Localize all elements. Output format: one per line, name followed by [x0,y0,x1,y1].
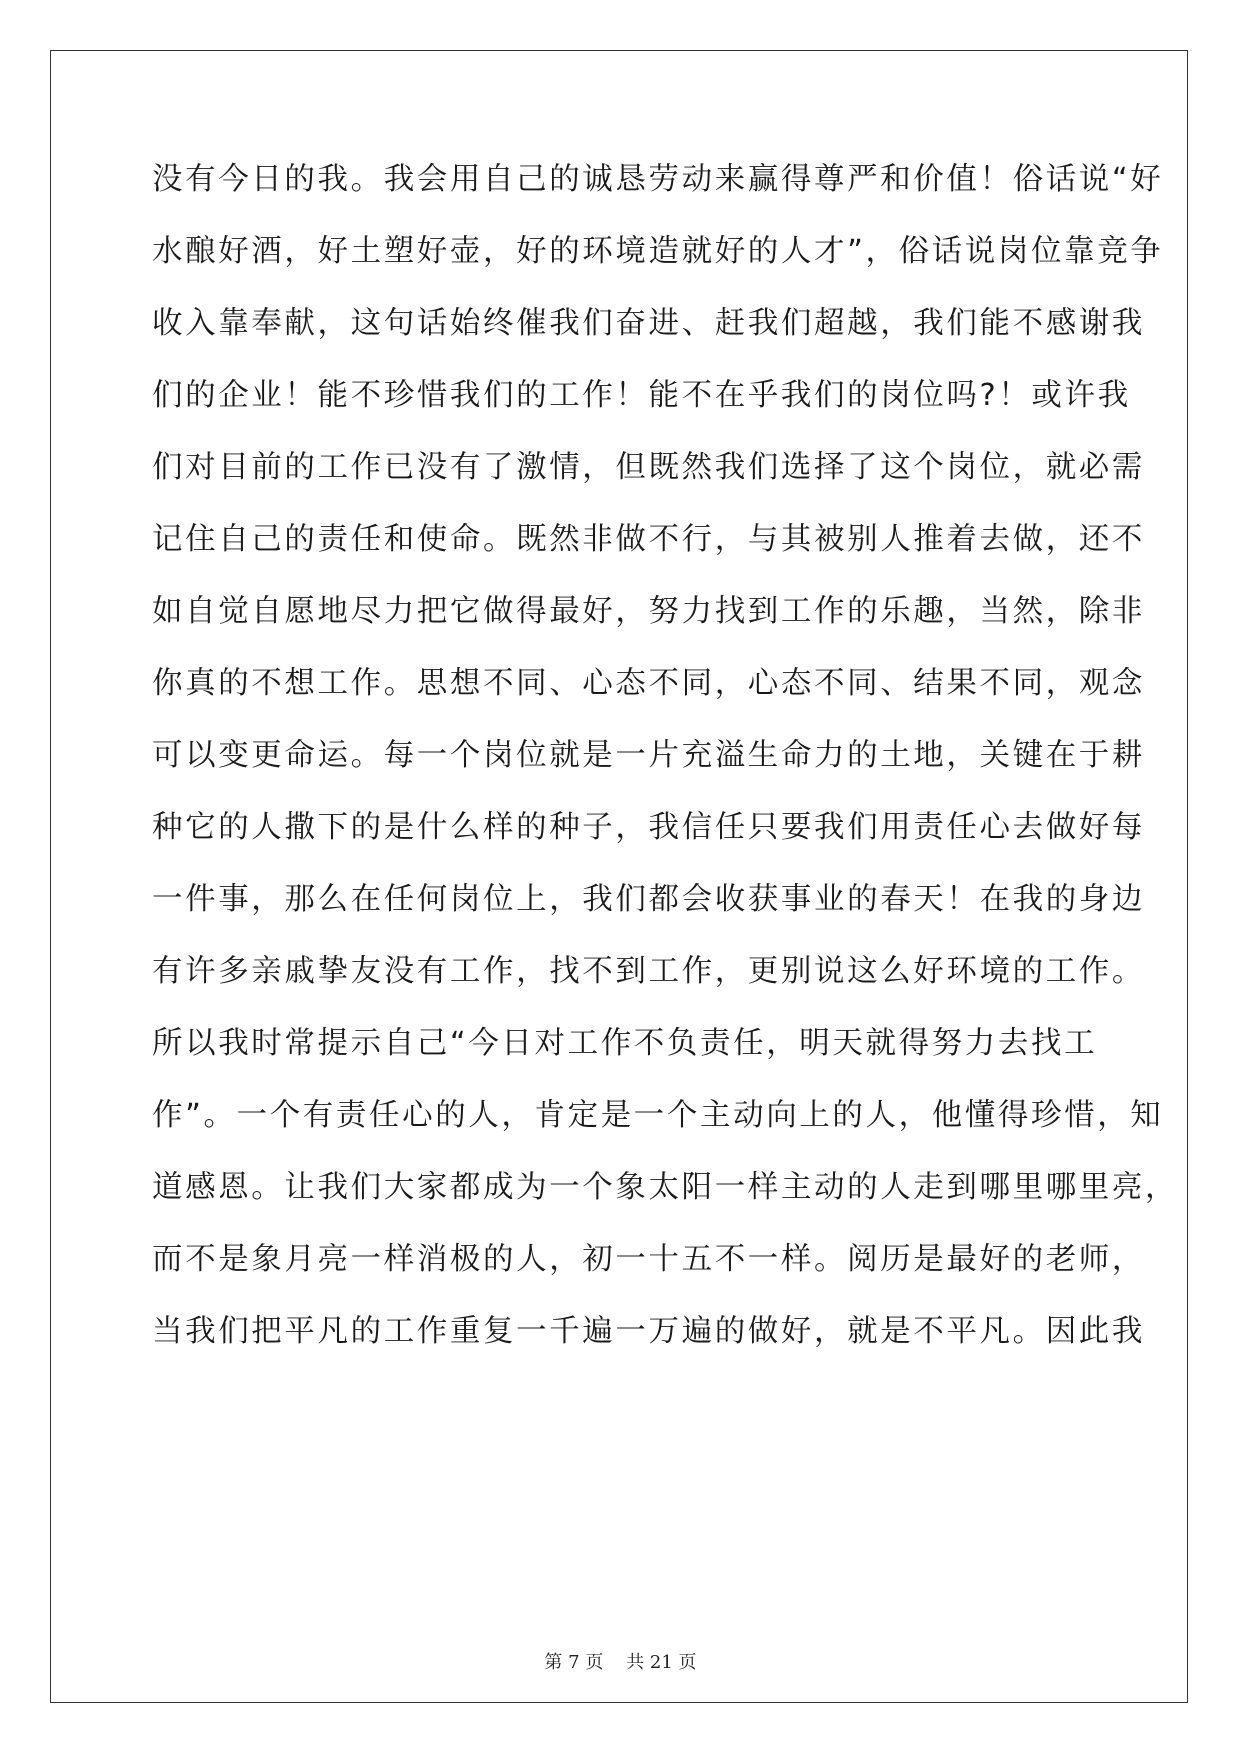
text-line: 有许多亲戚挚友没有工作，找不到工作，更别说这么好环境的工作。 [152,954,1145,989]
text-line: 没有今日的我。我会用自己的诚恳劳动来赢得尊严和价值！俗话说“好 [152,162,1164,197]
text-line: 一件事，那么在任何岗位上，我们都会收获事业的春天！在我的身边 [152,882,1145,917]
text-line: 当我们把平凡的工作重复一千遍一万遍的做好，就是不平凡。因此我 [152,1314,1145,1349]
text-line: 如自觉自愿地尽力把它做得最好，努力找到工作的乐趣，当然，除非 [152,594,1145,629]
text-line: 种它的人撒下的是什么样的种子，我信任只要我们用责任心去做好每 [152,810,1145,845]
text-line: 收入靠奉献，这句话始终催我们奋进、赶我们超越，我们能不感谢我 [152,306,1145,341]
page-border [50,50,1188,1703]
text-line: 水酿好酒，好土塑好壶，好的环境造就好的人才”，俗话说岗位靠竞争 [152,234,1164,269]
text-line: 你真的不想工作。思想不同、心态不同，心态不同、结果不同，观念 [152,666,1145,701]
text-line: 可以变更命运。每一个岗位就是一片充溢生命力的土地，关键在于耕 [152,738,1145,773]
text-line: 而不是象月亮一样消极的人，初一十五不一样。阅历是最好的老师， [152,1242,1145,1277]
text-line: 们的企业！能不珍惜我们的工作！能不在乎我们的岗位吗?！或许我 [152,378,1131,413]
page-number-footer: 第 7 页 共 21 页 [544,1652,697,1673]
text-line: 所以我时常提示自己“今日对工作不负责任，明天就得努力去找工 [152,1026,1098,1061]
text-line: 们对目前的工作已没有了激情，但既然我们选择了这个岗位，就必需 [152,450,1145,485]
text-line: 作”。一个有责任心的人，肯定是一个主动向上的人，他懂得珍惜，知 [152,1098,1164,1133]
text-line: 记住自己的责任和使命。既然非做不行，与其被别人推着去做，还不 [152,522,1145,557]
text-line: 道感恩。让我们大家都成为一个象太阳一样主动的人走到哪里哪里亮， [152,1170,1179,1205]
